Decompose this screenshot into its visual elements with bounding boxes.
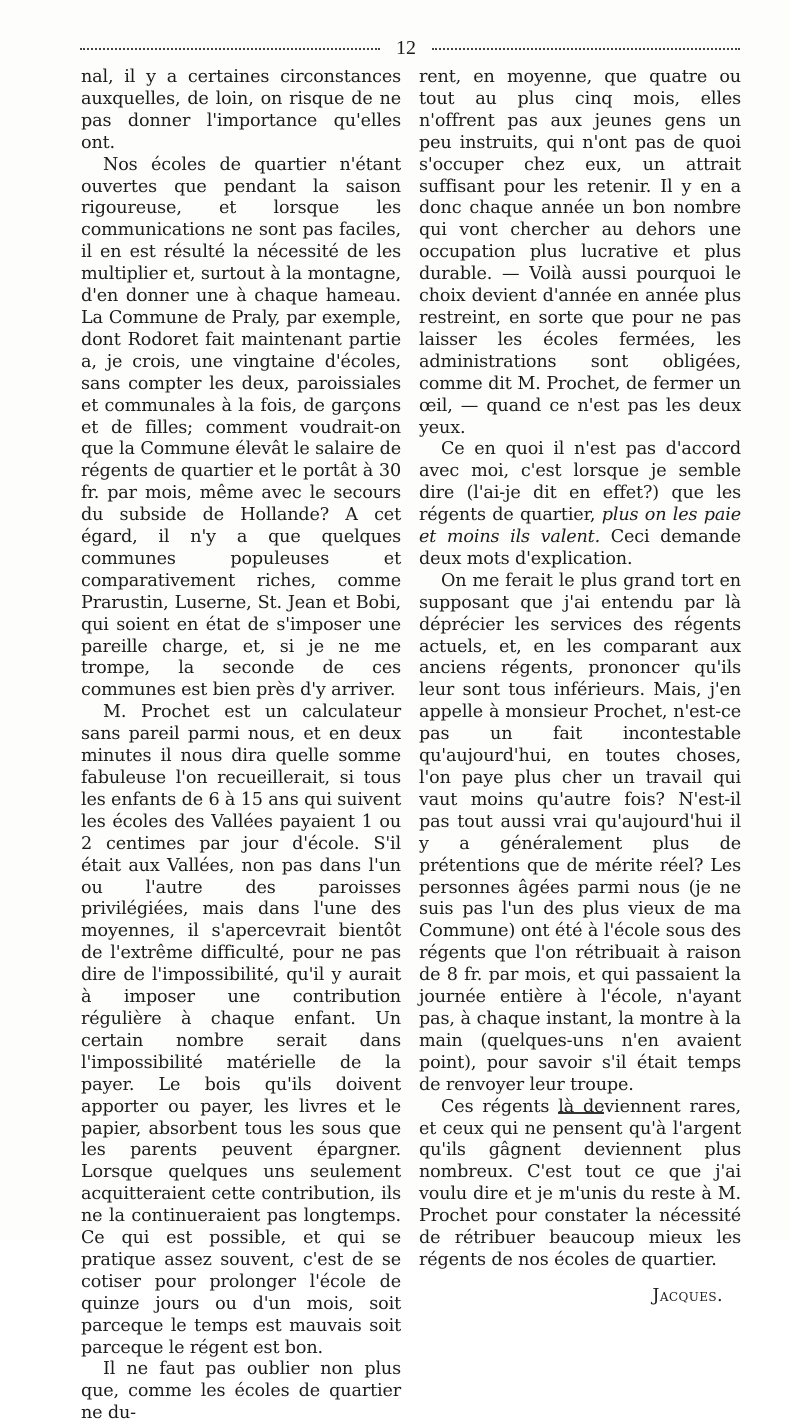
paragraph-schools: Nos écoles de quartier n'étant ouvertes que pendant la saison rigoureuse, et lorsque les communications ne sont pas faciles, il en est résulté la nécessité de les multiplier et, surtout à la montagne, d'en donner une à chaque hameau. La Commune de Praly, par exemple, dont Rodoret fait maintenant partie a, je crois, une vingtaine d'écoles, sans compter les deux, paroissiales et communales à la fois, de garçons et de filles; comment voudrait-on que la Commune élevât le salaire de régents de quartier et le portât à 30 fr. par mois, même avec le secours du subside de Hollande? A cet égard, il n'y a que quelques communes populeuses et comparativement riches, comme Prarustin, Luserne, St. Jean et Bobi, qui soient en état de s'imposer une pareille charge, et, si je ne me trompe, la seconde de ces communes est bien près d'y arriver. (81, 154, 401, 701)
disagreement-text: Ce en quoi il n'est pas d'accord avec moi, c'est lorsque je semble dire (l'ai-je dit en effet?) que les régents de quartier, (419, 439, 741, 526)
paragraph-not-forget: Il ne faut pas oublier non plus que, comme les écoles de quartier ne du- (81, 1359, 401, 1424)
paragraph-prochet-calculation: M. Prochet est un calculateur sans pareil parmi nous, et en deux minutes il nous dira quelle somme fabuleuse l'on recueillerait, si tous les enfants de 6 à 15 ans qui suivent les écoles des Vallées payaient 1 ou 2 centimes par jour d'école. S'il était aux Vallées, non pas dans l'un ou l'autre des paroisses privilégiées, mais dans l'une des moyennes, il s'apercevrait bientôt de l'extrême difficulté, pour ne pas dire de l'impossibilité, qu'il y aurait à imposer une contribution régulière à chaque enfant. Un certain nombre serait dans l'impossibilité matérielle de la payer. Le bois qu'ils doivent apporter ou payer, les livres et le papier, absorbent tous les sous que les parents peuvent épargner. Lorsque quelques uns seulement acquitteraient cette contribution, ils ne la continueraient pas longtemps. Ce qui est possible, et qui se pratique assez souvent, c'est de se cotiser pour prolonger l'école de quinze jours ou d'un mois, soit parceque le temps est mauvais soit parceque le régent est bon. (81, 702, 401, 1358)
paragraph-duration: rent, en moyenne, que quatre ou tout au plus cinq mois, elles n'offrent pas aux jeunes gens un peu instruits, qui n'ont pas de quoi s'occuper chez eux, un attrait suffisant pour les retenir. Il y en a donc chaque année un bon nombre qui vont chercher au dehors une occupation plus lucrative et plus durable. — Voilà aussi pourquoi le choix devient d'année en année plus restreint, en sorte que pour ne pas laisser les écoles fermées, les administrations sont obligées, comme dit M. Prochet, de fermer un œil, — quand ce n'est pas les deux yeux. (419, 67, 741, 438)
paragraph-wrong: On me ferait le plus grand tort en supposant que j'ai entendu par là déprécier les services des régents actuels, et, en les comparant aux anciens régents, prononcer qu'ils leur sont tous inférieurs. Mais, j'en appelle à monsieur Prochet, n'est-ce pas un fait incontestable qu'aujourd'hui, en toutes choses, l'on paye plus cher un travail qui vaut moins qu'autre fois? N'est-il pas tout aussi vrai qu'aujourd'hui il y a généralement plus de prétentions que de mérite réel? Les personnes âgées parmi nous (je ne suis pas l'un des plus vieux de ma Commune) ont été à l'école sous des régents que l'on rétribuait à raison de 8 fr. par mois, et qui passaient la journée entière à l'école, n'ayant pas, à chaque instant, la montre à la main (quelques-uns n'en avaient point), pour savoir s'il était temps de renvoyer leur troupe. (419, 570, 741, 1095)
left-column (81, 67, 401, 1425)
italic-quote: plus on les paie et moins ils valent. (419, 505, 741, 548)
paragraph-disagreement (419, 439, 741, 570)
right-column (419, 67, 741, 1308)
header-rule-left (80, 48, 380, 50)
signature: Jacques. (652, 1285, 723, 1306)
page-header (80, 36, 740, 60)
page-number: 12 (396, 37, 416, 59)
explanation-text: Ceci demande deux mots d'explication. (419, 527, 741, 569)
end-rule (558, 1112, 604, 1114)
paragraph-conclusion: Ces régents là deviennent rares, et ceux qui ne pensent qu'à l'argent qu'ils gâgnent deviennent plus nombreux. C'est tout ce que j'ai voulu dire et je m'unis du reste à M. Prochet pour constater la nécessité de rétribuer beaucoup mieux les régents de nos écoles de quartier. (419, 1096, 741, 1270)
header-rule-right (432, 48, 740, 50)
paragraph-continuation: nal, il y a certaines circonstances auxquelles, de loin, on risque de ne pas donner l'importance qu'elles ont. (81, 67, 401, 153)
